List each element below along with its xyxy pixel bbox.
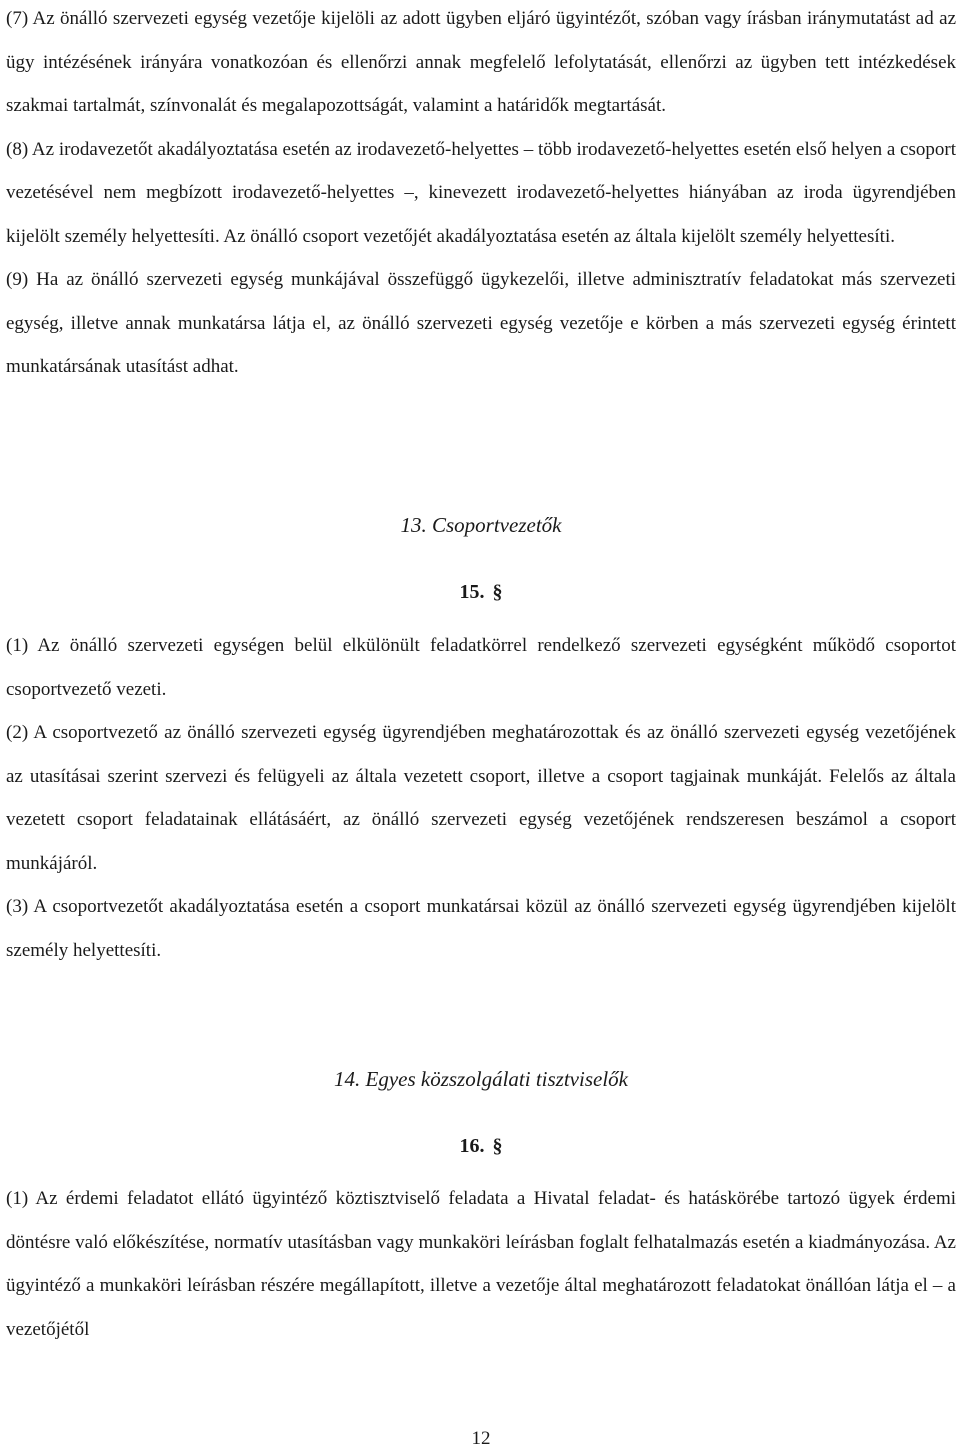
paragraph-sign-16 xyxy=(6,1131,956,1161)
paragraph-sign-number: 15. xyxy=(459,581,485,603)
section-14-body xyxy=(6,1177,956,1351)
page-number: 12 xyxy=(471,1428,491,1449)
document-page xyxy=(6,0,956,1452)
section-title-14: 14. Egyes közszolgálati tisztviselők xyxy=(334,1067,628,1091)
section-13-item-2: (2) A csoportvezető az önálló szervezeti egység ügyrendjében meghatározottak és az önálló szervezeti egység vezetőjének az utasításai szerint szervezi és felügyeli az általa vezetett csoport, illetve a csoport tagjainak munkáját. Felelős az általa vezetett csoport feladatainak ellátásáért, az önálló szervezeti egység vezetőjének rendszeresen beszámol a csoport munkájáról. xyxy=(6,722,956,874)
paragraph-9: (9) Ha az önálló szervezeti egység munkájával összefüggő ügykezelői, illetve adminisztratív feladatokat más szervezeti egység, illetve annak munkatársa látja el, az önálló szervezeti egység vezetője e körben a más szervezeti egység érintett munkatársának utasítást adhat. xyxy=(6,269,956,377)
paragraph-sign-number: 16. xyxy=(459,1135,485,1157)
section-14-item-1: (1) Az érdemi feladatot ellátó ügyintéző köztisztviselő feladata a Hivatal feladat- és hatáskörébe tartozó ügyek érdemi döntésre való előkészítése, normatív utasításban vagy munkaköri leírásban foglalt felhatalmazás esetén a kiadmányozása. Az ügyintéző a munkaköri leírásban részére megállapított, illetve a vezetője által meghatározott feladatokat önállóan látja el – a vezetőjétől xyxy=(6,1188,956,1340)
paragraph-sign-15 xyxy=(6,577,956,607)
paragraphs-before xyxy=(6,0,956,389)
section-13-item-1: (1) Az önálló szervezeti egységen belül elkülönült feladatkörrel rendelkező szervezeti egységként működő csoportot csoportvezető vezeti. xyxy=(6,635,956,700)
section-13-item-3: (3) A csoportvezetőt akadályoztatása esetén a csoport munkatársai közül az önálló szervezeti egység ügyrendjében kijelölt személy helyettesíti. xyxy=(6,896,956,961)
section-symbol: § xyxy=(492,1135,503,1157)
section-symbol: § xyxy=(492,581,503,603)
paragraph-7: (7) Az önálló szervezeti egység vezetője kijelöli az adott ügyben eljáró ügyintézőt, szóban vagy írásban iránymutatást ad az ügy intézésének irányára vonatkozóan és ellenőrzi annak megfelelő lefolytatását, ellenőrzi az ügyben tett intézkedések szakmai tartalmát, színvonalát és megalapozottságát, valamint a határidők megtartását. xyxy=(6,8,956,116)
section-title-13: 13. Csoportvezetők xyxy=(400,513,562,537)
paragraph-8: (8) Az irodavezetőt akadályoztatása esetén az irodavezető-helyettes – több irodavezető-helyettes esetén első helyen a csoport vezetésével nem megbízott irodavezető-helyettes –, kinevezett irodavezető-helyettes hiányában az iroda ügyrendjében kijelölt személy helyettesíti. Az önálló csoport vezetőjét akadályoztatása esetén az általa kijelölt személy helyettesíti. xyxy=(6,138,956,247)
section-13-body xyxy=(6,624,956,972)
